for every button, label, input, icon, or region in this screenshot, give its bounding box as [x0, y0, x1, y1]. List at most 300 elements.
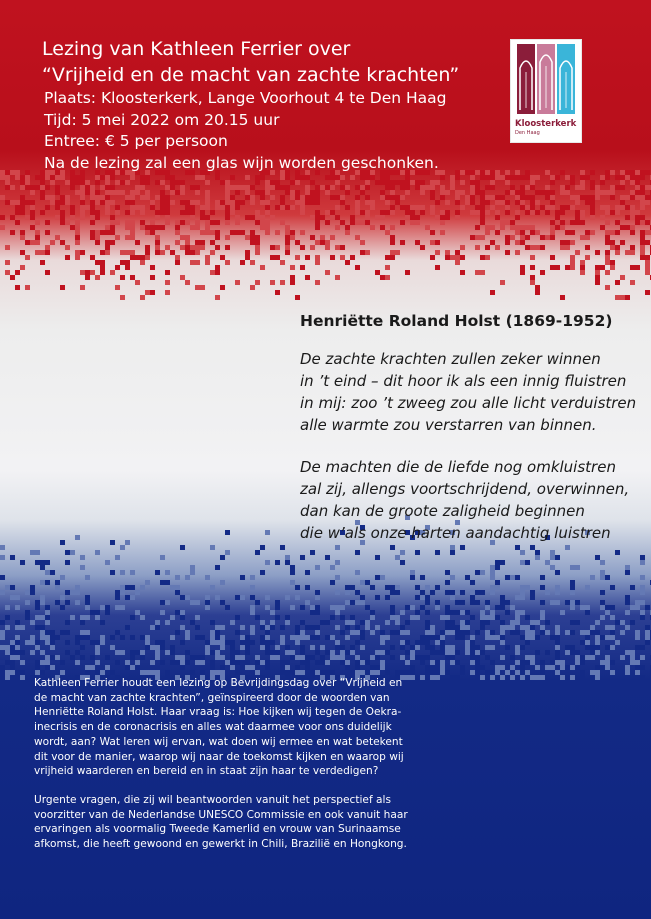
pixel-tile	[355, 220, 360, 225]
pixel-tile	[590, 195, 595, 200]
pixel-tile	[270, 255, 275, 260]
pixel-tile	[5, 170, 10, 175]
pixel-tile	[65, 200, 70, 205]
pixel-tile	[500, 605, 505, 610]
pixel-tile	[605, 190, 610, 195]
pixel-tile	[15, 670, 20, 675]
text-line: wordt, aan? Wat leren wij ervan, wat doen wij ermee en wat betekent	[34, 735, 403, 748]
pixel-tile	[5, 670, 10, 675]
pixel-tile	[480, 175, 485, 180]
pixel-tile	[640, 585, 645, 590]
pixel-tile	[490, 565, 495, 570]
pixel-tile	[605, 645, 610, 650]
pixel-tile	[50, 645, 55, 650]
pixel-tile	[360, 595, 365, 600]
pixel-tile	[485, 210, 490, 215]
pixel-tile	[35, 230, 40, 235]
pixel-tile	[345, 620, 350, 625]
pixel-tile	[230, 665, 235, 670]
pixel-tile	[580, 675, 585, 680]
pixel-tile	[350, 620, 355, 625]
pixel-tile	[295, 255, 300, 260]
pixel-tile	[40, 650, 45, 655]
pixel-tile	[165, 175, 170, 180]
pixel-tile	[435, 240, 440, 245]
pixel-tile	[505, 200, 510, 205]
pixel-tile	[560, 220, 565, 225]
pixel-tile	[630, 250, 635, 255]
pixel-tile	[440, 210, 445, 215]
pixel-tile	[365, 670, 370, 675]
pixel-tile	[290, 655, 295, 660]
pixel-tile	[25, 640, 30, 645]
pixel-tile	[465, 200, 470, 205]
pixel-tile	[240, 645, 245, 650]
pixel-tile	[260, 225, 265, 230]
pixel-tile	[270, 620, 275, 625]
pixel-tile	[225, 190, 230, 195]
pixel-tile	[320, 670, 325, 675]
pixel-tile	[645, 185, 650, 190]
pixel-tile	[180, 190, 185, 195]
pixel-tile	[435, 265, 440, 270]
pixel-tile	[115, 235, 120, 240]
pixel-tile	[170, 660, 175, 665]
pixel-tile	[440, 195, 445, 200]
pixel-tile	[340, 630, 345, 635]
pixel-tile	[385, 230, 390, 235]
pixel-tile	[210, 670, 215, 675]
pixel-tile	[15, 625, 20, 630]
pixel-tile	[470, 600, 475, 605]
pixel-tile	[440, 630, 445, 635]
pixel-tile	[260, 640, 265, 645]
pixel-tile	[425, 585, 430, 590]
pixel-tile	[65, 550, 70, 555]
pixel-tile	[360, 645, 365, 650]
pixel-tile	[0, 225, 5, 230]
pixel-tile	[135, 280, 140, 285]
pixel-tile	[220, 635, 225, 640]
pixel-tile	[295, 585, 300, 590]
pixel-tile	[55, 235, 60, 240]
pixel-tile	[115, 220, 120, 225]
pixel-tile	[135, 240, 140, 245]
pixel-tile	[290, 275, 295, 280]
pixel-tile	[455, 630, 460, 635]
pixel-tile	[570, 665, 575, 670]
pixel-tile	[90, 655, 95, 660]
pixel-tile	[305, 585, 310, 590]
pixel-tile	[415, 615, 420, 620]
pixel-tile	[45, 655, 50, 660]
pixel-tile	[590, 655, 595, 660]
pixel-tile	[160, 200, 165, 205]
pixel-tile	[95, 230, 100, 235]
pixel-tile	[190, 570, 195, 575]
pixel-tile	[255, 220, 260, 225]
pixel-tile	[160, 210, 165, 215]
pixel-tile	[260, 635, 265, 640]
pixel-tile	[140, 295, 145, 300]
pixel-tile	[380, 225, 385, 230]
pixel-tile	[435, 660, 440, 665]
pixel-tile	[415, 645, 420, 650]
pixel-tile	[250, 640, 255, 645]
pixel-tile	[520, 610, 525, 615]
pixel-tile	[175, 585, 180, 590]
pixel-tile	[380, 660, 385, 665]
pixel-tile	[225, 660, 230, 665]
pixel-tile	[280, 635, 285, 640]
pixel-tile	[15, 270, 20, 275]
pixel-tile	[250, 285, 255, 290]
pixel-tile	[335, 610, 340, 615]
pixel-tile	[510, 235, 515, 240]
pixel-tile	[385, 195, 390, 200]
pixel-tile	[640, 600, 645, 605]
pixel-tile	[190, 260, 195, 265]
pixel-tile	[540, 245, 545, 250]
pixel-tile	[375, 655, 380, 660]
title-line-2: “Vrijheid en de macht van zachte krachten”	[42, 64, 460, 86]
pixel-tile	[325, 240, 330, 245]
pixel-tile	[500, 600, 505, 605]
pixel-tile	[65, 600, 70, 605]
pixel-tile	[500, 675, 505, 680]
pixel-tile	[60, 240, 65, 245]
pixel-tile	[105, 210, 110, 215]
pixel-tile	[195, 625, 200, 630]
pixel-tile	[215, 655, 220, 660]
pixel-tile	[525, 670, 530, 675]
pixel-tile	[395, 180, 400, 185]
pixel-tile	[425, 640, 430, 645]
pixel-tile	[125, 220, 130, 225]
pixel-tile	[140, 175, 145, 180]
pixel-tile	[465, 645, 470, 650]
pixel-tile	[525, 170, 530, 175]
description-paragraph-1	[34, 676, 454, 779]
pixel-tile	[280, 175, 285, 180]
pixel-tile	[500, 280, 505, 285]
pixel-tile	[630, 655, 635, 660]
pixel-tile	[150, 275, 155, 280]
pixel-tile	[480, 210, 485, 215]
pixel-tile	[390, 225, 395, 230]
pixel-tile	[600, 605, 605, 610]
event-place: Plaats: Kloosterkerk, Lange Voorhout 4 te Den Haag	[44, 89, 447, 107]
pixel-tile	[365, 195, 370, 200]
pixel-tile	[430, 180, 435, 185]
pixel-tile	[235, 615, 240, 620]
pixel-tile	[175, 220, 180, 225]
pixel-tile	[105, 560, 110, 565]
pixel-tile	[485, 230, 490, 235]
pixel-tile	[570, 590, 575, 595]
pixel-tile	[215, 175, 220, 180]
pixel-tile	[130, 585, 135, 590]
pixel-tile	[450, 625, 455, 630]
pixel-tile	[225, 640, 230, 645]
pixel-tile	[290, 635, 295, 640]
pixel-tile	[315, 260, 320, 265]
pixel-tile	[50, 640, 55, 645]
pixel-tile	[310, 655, 315, 660]
pixel-tile	[470, 210, 475, 215]
pixel-tile	[620, 630, 625, 635]
pixel-tile	[590, 670, 595, 675]
pixel-tile	[355, 600, 360, 605]
pixel-tile	[335, 655, 340, 660]
pixel-tile	[475, 650, 480, 655]
pixel-tile	[40, 180, 45, 185]
pixel-tile	[425, 670, 430, 675]
pixel-tile	[590, 205, 595, 210]
pixel-tile	[335, 625, 340, 630]
pixel-tile	[585, 630, 590, 635]
pixel-tile	[490, 185, 495, 190]
pixel-tile	[310, 215, 315, 220]
pixel-tile	[75, 190, 80, 195]
pixel-tile	[585, 635, 590, 640]
pixel-tile	[0, 670, 5, 675]
pixel-tile	[350, 645, 355, 650]
pixel-tile	[35, 670, 40, 675]
pixel-tile	[525, 660, 530, 665]
pixel-tile	[270, 655, 275, 660]
pixel-tile	[640, 560, 645, 565]
pixel-tile	[540, 660, 545, 665]
pixel-tile	[65, 255, 70, 260]
pixel-tile	[510, 575, 515, 580]
pixel-tile	[10, 555, 15, 560]
pixel-tile	[240, 185, 245, 190]
pixel-tile	[200, 215, 205, 220]
pixel-tile	[305, 195, 310, 200]
pixel-tile	[270, 280, 275, 285]
pixel-tile	[135, 205, 140, 210]
pixel-tile	[235, 220, 240, 225]
pixel-tile	[360, 250, 365, 255]
pixel-tile	[95, 195, 100, 200]
pixel-tile	[525, 210, 530, 215]
pixel-tile	[395, 630, 400, 635]
pixel-tile	[335, 590, 340, 595]
event-header	[42, 36, 459, 174]
pixel-tile	[325, 620, 330, 625]
pixel-tile	[80, 645, 85, 650]
pixel-tile	[420, 595, 425, 600]
pixel-tile	[135, 610, 140, 615]
pixel-tile	[420, 575, 425, 580]
pixel-tile	[250, 625, 255, 630]
pixel-tile	[425, 610, 430, 615]
pixel-tile	[250, 585, 255, 590]
pixel-tile	[645, 635, 650, 640]
pixel-tile	[265, 205, 270, 210]
pixel-tile	[130, 205, 135, 210]
pixel-tile	[455, 625, 460, 630]
pixel-tile	[425, 185, 430, 190]
pixel-tile	[410, 615, 415, 620]
pixel-tile	[195, 185, 200, 190]
pixel-tile	[200, 230, 205, 235]
pixel-tile	[220, 200, 225, 205]
pixel-tile	[20, 180, 25, 185]
pixel-tile	[570, 265, 575, 270]
pixel-tile	[530, 255, 535, 260]
pixel-tile	[100, 175, 105, 180]
pixel-tile	[165, 570, 170, 575]
pixel-tile	[620, 200, 625, 205]
pixel-tile	[55, 600, 60, 605]
pixel-tile	[175, 660, 180, 665]
pixel-tile	[505, 625, 510, 630]
pixel-tile	[430, 665, 435, 670]
pixel-tile	[60, 200, 65, 205]
pixel-tile	[275, 230, 280, 235]
pixel-tile	[175, 180, 180, 185]
pixel-tile	[85, 575, 90, 580]
pixel-tile	[255, 250, 260, 255]
pixel-tile	[420, 180, 425, 185]
pixel-tile	[140, 180, 145, 185]
pixel-tile	[145, 255, 150, 260]
pixel-tile	[110, 220, 115, 225]
pixel-tile	[75, 535, 80, 540]
pixel-tile	[90, 665, 95, 670]
pixel-tile	[400, 195, 405, 200]
pixel-tile	[250, 575, 255, 580]
pixel-tile	[520, 235, 525, 240]
pixel-tile	[585, 255, 590, 260]
pixel-tile	[230, 620, 235, 625]
pixel-tile	[95, 660, 100, 665]
pixel-tile	[580, 170, 585, 175]
pixel-tile	[480, 675, 485, 680]
pixel-tile	[495, 170, 500, 175]
pixel-tile	[165, 620, 170, 625]
pixel-tile	[125, 250, 130, 255]
pixel-tile	[580, 630, 585, 635]
pixel-tile	[490, 635, 495, 640]
pixel-tile	[40, 635, 45, 640]
pixel-tile	[225, 205, 230, 210]
pixel-tile	[50, 200, 55, 205]
pixel-tile	[220, 625, 225, 630]
pixel-tile	[450, 660, 455, 665]
pixel-tile	[600, 600, 605, 605]
pixel-tile	[290, 265, 295, 270]
pixel-tile	[230, 230, 235, 235]
pixel-tile	[535, 675, 540, 680]
pixel-tile	[115, 555, 120, 560]
pixel-tile	[485, 620, 490, 625]
pixel-tile	[465, 610, 470, 615]
pixel-tile	[355, 670, 360, 675]
pixel-tile	[575, 210, 580, 215]
pixel-tile	[155, 655, 160, 660]
pixel-tile	[615, 185, 620, 190]
pixel-tile	[405, 210, 410, 215]
pixel-tile	[250, 610, 255, 615]
pixel-tile	[105, 205, 110, 210]
pixel-tile	[305, 635, 310, 640]
pixel-tile	[475, 180, 480, 185]
pixel-tile	[75, 600, 80, 605]
pixel-tile	[625, 195, 630, 200]
pixel-tile	[545, 650, 550, 655]
pixel-tile	[370, 670, 375, 675]
pixel-tile	[75, 180, 80, 185]
pixel-tile	[535, 190, 540, 195]
pixel-tile	[195, 600, 200, 605]
pixel-tile	[5, 625, 10, 630]
pixel-tile	[270, 195, 275, 200]
pixel-tile	[645, 265, 650, 270]
pixel-tile	[600, 225, 605, 230]
pixel-tile	[625, 175, 630, 180]
pixel-tile	[315, 625, 320, 630]
pixel-tile	[430, 650, 435, 655]
pixel-tile	[615, 220, 620, 225]
pixel-tile	[40, 615, 45, 620]
pixel-tile	[60, 630, 65, 635]
pixel-tile	[325, 185, 330, 190]
pixel-tile	[105, 225, 110, 230]
pixel-tile	[440, 660, 445, 665]
pixel-tile	[370, 225, 375, 230]
pixel-tile	[125, 235, 130, 240]
pixel-tile	[105, 605, 110, 610]
pixel-tile	[590, 645, 595, 650]
pixel-tile	[285, 250, 290, 255]
pixel-tile	[350, 175, 355, 180]
pixel-tile	[480, 615, 485, 620]
pixel-tile	[140, 585, 145, 590]
pixel-tile	[220, 555, 225, 560]
pixel-tile	[205, 255, 210, 260]
pixel-tile	[390, 205, 395, 210]
pixel-tile	[515, 240, 520, 245]
pixel-tile	[570, 585, 575, 590]
pixel-tile	[365, 215, 370, 220]
pixel-tile	[185, 200, 190, 205]
pixel-tile	[55, 635, 60, 640]
pixel-tile	[515, 610, 520, 615]
pixel-tile	[20, 195, 25, 200]
pixel-tile	[200, 205, 205, 210]
pixel-tile	[485, 175, 490, 180]
pixel-tile	[550, 190, 555, 195]
pixel-tile	[155, 570, 160, 575]
pixel-tile	[185, 635, 190, 640]
pixel-tile	[170, 650, 175, 655]
pixel-tile	[535, 620, 540, 625]
pixel-tile	[555, 175, 560, 180]
pixel-tile	[75, 585, 80, 590]
pixel-tile	[205, 200, 210, 205]
pixel-tile	[150, 660, 155, 665]
pixel-tile	[515, 650, 520, 655]
pixel-tile	[80, 270, 85, 275]
pixel-tile	[365, 220, 370, 225]
pixel-tile	[85, 615, 90, 620]
pixel-tile	[50, 240, 55, 245]
pixel-tile	[450, 630, 455, 635]
pixel-tile	[600, 570, 605, 575]
